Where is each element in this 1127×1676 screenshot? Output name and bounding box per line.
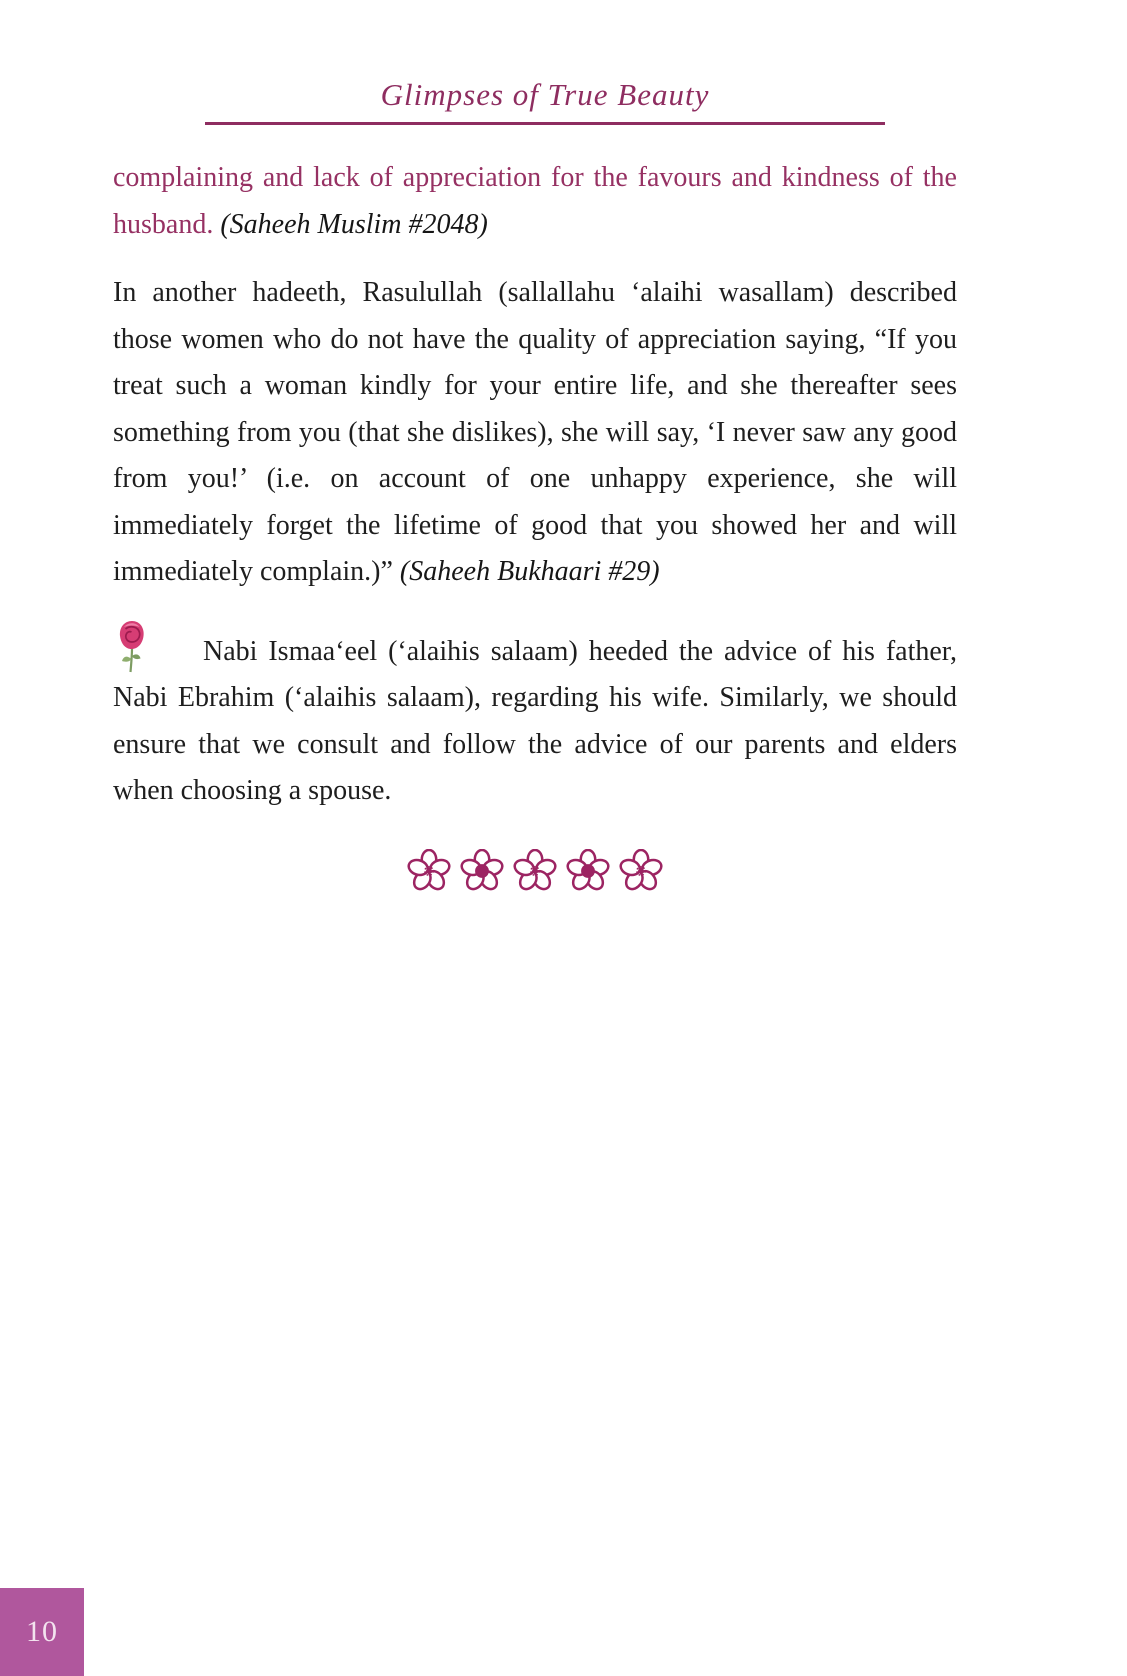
page-content (113, 155, 957, 897)
paragraph-continuation (113, 155, 957, 248)
page-number: 10 (26, 1615, 58, 1648)
page-title: Glimpses of True Beauty (380, 77, 710, 112)
page-number-box (0, 1588, 84, 1676)
flower-ornament-row (113, 849, 957, 897)
flower-outline-icon (407, 849, 451, 893)
flower-outline-icon (619, 849, 663, 893)
paragraph-hadith-text: In another hadeeth, Rasulullah (sallallahu ‘alaihi wasallam) described those women who do not have the quality of appreciation saying, “If you treat such a woman kindly for your entire life, and she thereafter sees something from you (that she dislikes), she will say, ‘I never saw any good from you!’ (i.e. on account of one unhappy experience, she will immediately forget the lifetime of good that you showed her and will immediately complain.)” (113, 277, 957, 587)
hadith-reference-muslim: (Saheeh Muslim #2048) (220, 208, 488, 240)
paragraph-hadith (113, 270, 957, 596)
paragraph-continuation-text: complaining and lack of appreciation for the favours and kindness of the husband. (113, 162, 957, 240)
paragraph-advice-text: Nabi Ismaa‘eel (‘alaihis salaam) heeded the advice of his father, Nabi Ebrahim (‘alaihis salaam), regarding his wife. Similarly, we should ensure that we consult and follow the advice of our parents and elders when choosing a spouse. (113, 635, 957, 806)
page-header (205, 76, 885, 125)
flower-outline-icon (513, 849, 557, 893)
flower-filled-icon (566, 849, 610, 893)
hadith-reference-bukhaari: (Saheeh Bukhaari #29) (399, 556, 660, 587)
book-page (0, 76, 1127, 1676)
rose-icon (113, 618, 151, 674)
flower-filled-icon (460, 849, 504, 893)
paragraph-advice (113, 618, 957, 815)
